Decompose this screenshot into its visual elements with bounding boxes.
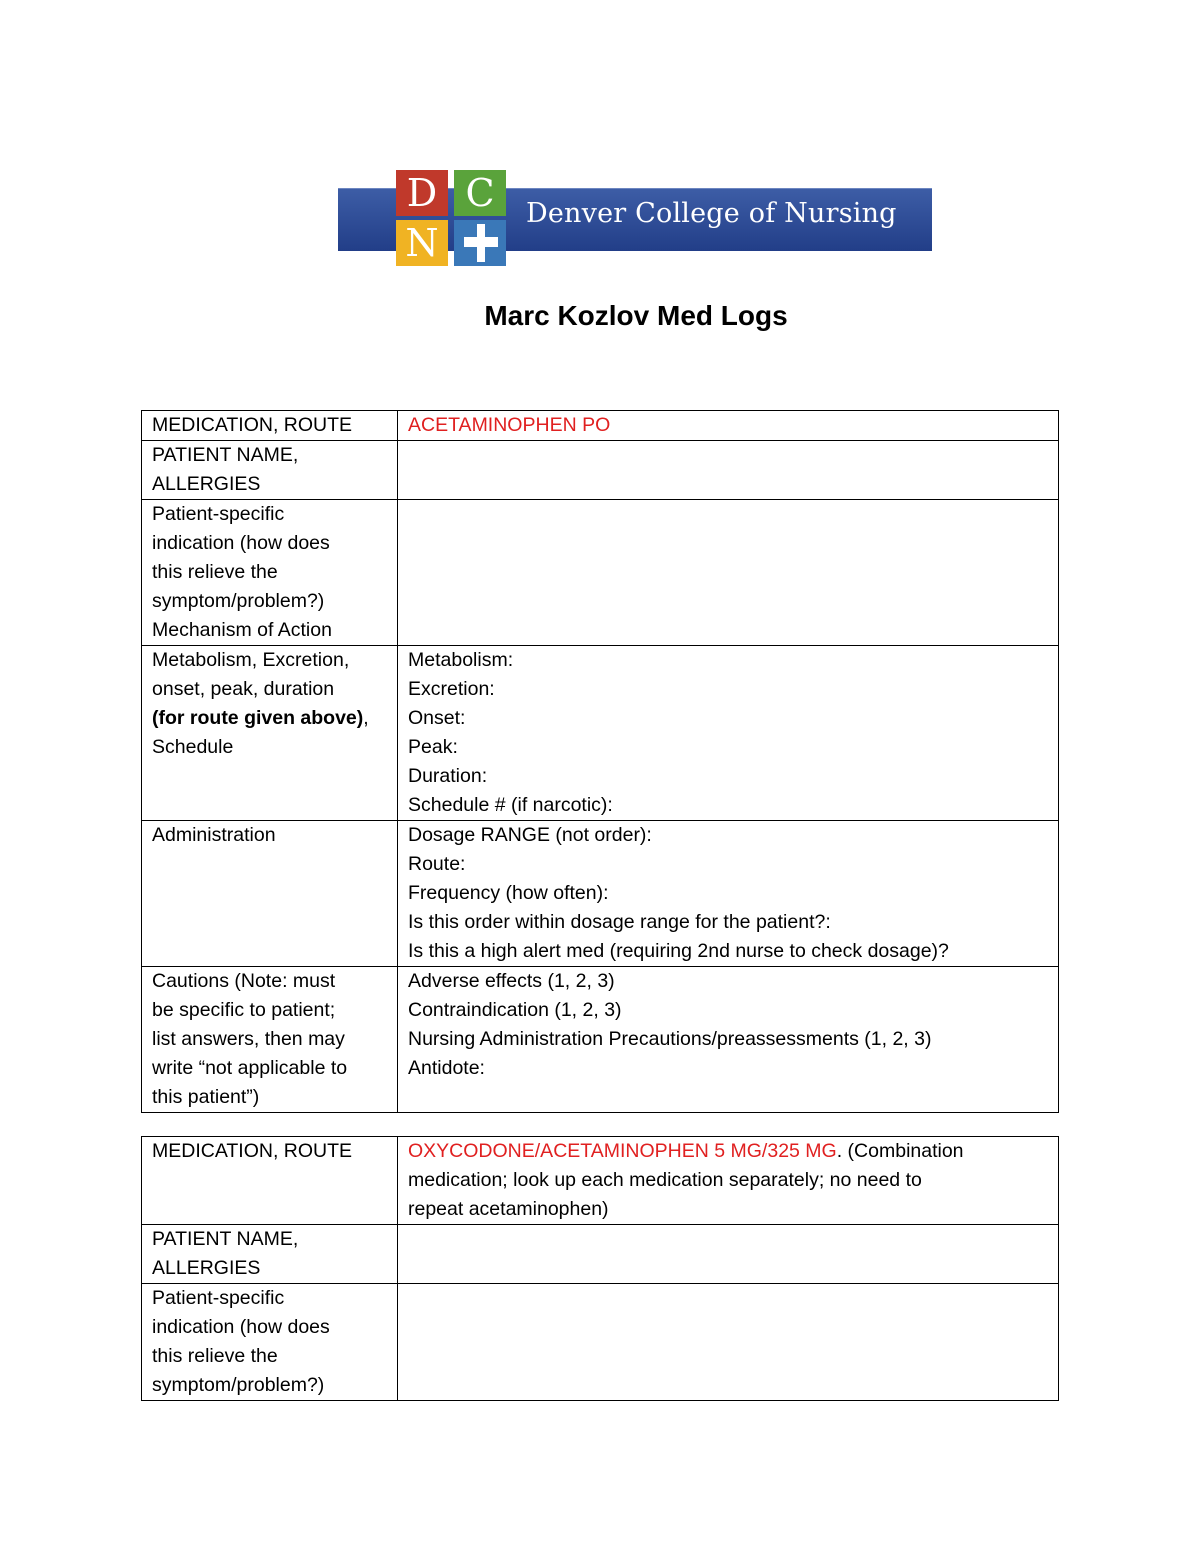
table-row — [142, 411, 1059, 441]
table-row — [142, 967, 1059, 1113]
metabolism-label: Metabolism, Excretion, onset, peak, duration (for route given above), Schedule — [142, 646, 398, 821]
indication-label: Patient-specific indication (how does this relieve the symptom/problem?) Mechanism of Action — [142, 500, 398, 646]
patient-name-label: PATIENT NAME, ALLERGIES — [142, 441, 398, 500]
page-title: Marc Kozlov Med Logs — [484, 300, 788, 331]
logo-tile-d: D — [396, 170, 448, 216]
patient-name-value — [398, 1225, 1059, 1284]
table-row — [142, 500, 1059, 646]
metabolism-values: Metabolism: Excretion: Onset: Peak: Duration: Schedule # (if narcotic): — [398, 646, 1059, 821]
cautions-values: Adverse effects (1, 2, 3) Contraindication (1, 2, 3) Nursing Administration Precautions/preassessments (1, 2, 3) Antidote: — [398, 967, 1059, 1113]
medication-route-label: MEDICATION, ROUTE — [142, 411, 398, 441]
table-row — [142, 1225, 1059, 1284]
logo-tile-n: N — [396, 220, 448, 266]
indication-value — [398, 1284, 1059, 1401]
administration-values: Dosage RANGE (not order): Route: Frequency (how often): Is this order within dosage range for the patient?: Is this a high alert med (requiring 2nd nurse to check dosage)? — [398, 821, 1059, 967]
medication-route-value: OXYCODONE/ACETAMINOPHEN 5 MG/325 MG. (Combination medication; look up each medication separately; no need to repeat acetaminophen) — [398, 1137, 1059, 1225]
medication-route-label: MEDICATION, ROUTE — [142, 1137, 398, 1225]
indication-value — [398, 500, 1059, 646]
medication-route-value: ACETAMINOPHEN PO — [398, 411, 1059, 441]
patient-name-label: PATIENT NAME, ALLERGIES — [142, 1225, 398, 1284]
patient-name-value — [398, 441, 1059, 500]
cautions-label: Cautions (Note: must be specific to patient; list answers, then may write “not applicable to this patient”) — [142, 967, 398, 1113]
med-log-table-2 — [141, 1136, 1059, 1401]
college-logo — [338, 168, 932, 268]
table-row — [142, 821, 1059, 967]
table-row — [142, 441, 1059, 500]
table-row — [142, 646, 1059, 821]
administration-label: Administration — [142, 821, 398, 967]
logo-tile-c: C — [454, 170, 506, 216]
logo-cross-icon-bar — [464, 237, 498, 247]
table-row — [142, 1137, 1059, 1225]
logo-college-name: Denver College of Nursing — [526, 198, 897, 229]
med-log-table-1 — [141, 410, 1059, 1113]
indication-label: Patient-specific indication (how does this relieve the symptom/problem?) — [142, 1284, 398, 1401]
table-row — [142, 1284, 1059, 1401]
